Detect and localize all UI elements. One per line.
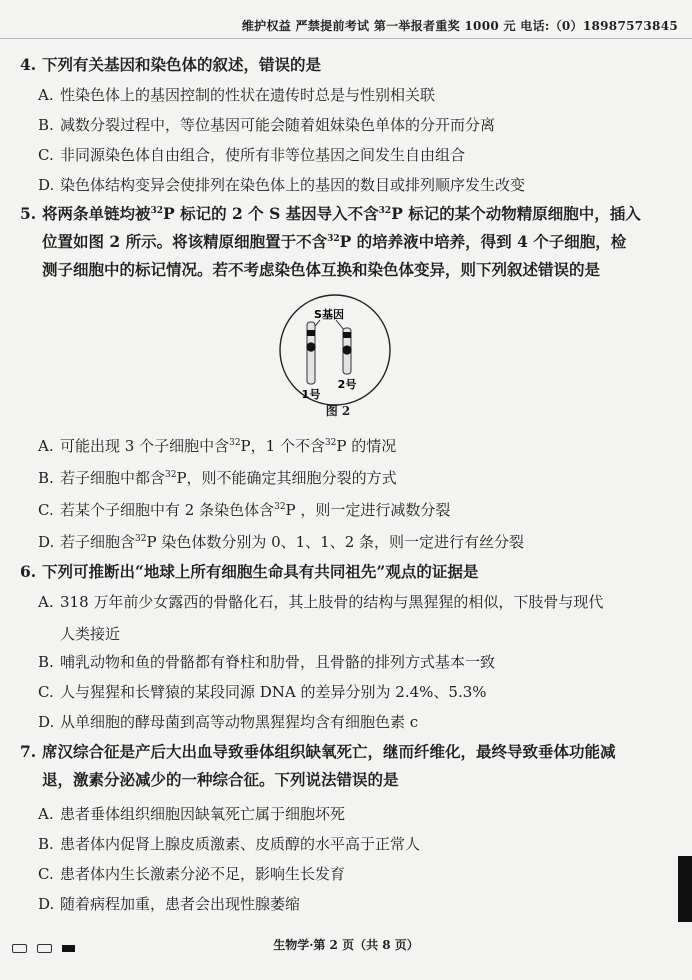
superscript: 32 [150, 206, 164, 216]
question-5-option-c [38, 496, 658, 524]
option-text: 哺乳动物和鱼的骨骼都有脊柱和肋骨，且骨骼的排列方式基本一致 [60, 653, 496, 671]
superscript: 32 [274, 502, 286, 512]
question-6-option-d [38, 708, 658, 736]
exam-header: 维护权益 严禁提前考试 第一举报者重奖 1000 元 电话:（0）18987573845 [241, 19, 678, 33]
centromere-1 [306, 342, 315, 351]
option-text: 人与猩猩和长臂猿的某段同源 DNA 的差异分别为 2.4%、5.3% [60, 683, 487, 701]
option-letter: D. [38, 713, 55, 731]
option-letter: D. [38, 895, 55, 913]
option-line-2 [38, 620, 658, 648]
option-letter: C. [38, 865, 54, 883]
chromosome-1-label: 1号 [301, 388, 321, 401]
option-letter: C. [38, 146, 54, 164]
option-text: 减数分裂过程中，等位基因可能会随着姐妹染色单体的分开而分离 [60, 116, 496, 134]
question-5-option-a [38, 432, 658, 460]
option-text: 染色体结构变异会使排列在染色体上的基因的数目或排列顺序发生改变 [60, 176, 526, 194]
question-5-stem [20, 200, 640, 284]
option-line-1 [38, 588, 658, 616]
question-number: 5. [20, 204, 37, 223]
question-5-option-b [38, 464, 658, 492]
option-text: 非同源染色体自由组合，使所有非等位基因之间发生自由组合 [60, 146, 466, 164]
question-6-stem [20, 558, 640, 586]
stem-text: 席汉综合征是产后大出血导致垂体组织缺氧死亡，继而纤维化，最终导致垂体功能减 [42, 742, 616, 761]
question-4-option-c [38, 141, 658, 169]
superscript: 32 [229, 438, 241, 448]
option-text: 患者体内生长激素分泌不足，影响生长发育 [60, 865, 346, 883]
option-letter: A. [38, 437, 54, 455]
question-4-option-a [38, 81, 658, 109]
edge-tab-mark [678, 856, 692, 922]
stem-text: 退，激素分泌减少的一种综合征。下列说法错误的是 [42, 770, 399, 789]
question-6-option-b [38, 648, 658, 676]
gene-pointer-2 [336, 320, 344, 330]
header-rule [0, 38, 692, 39]
option-letter: C. [38, 501, 54, 519]
figure-caption: 图 2 [325, 404, 351, 418]
question-stem-text: 下列有关基因和染色体的叙述，错误的是 [42, 55, 322, 74]
stem-text: 测子细胞中的标记情况。若不考虑染色体互换和染色体变异，则下列叙述错误的是 [42, 260, 601, 279]
stem-text: P 标记的 2 个 S 基因导入不含 [163, 204, 379, 223]
option-letter: A. [38, 593, 54, 611]
option-text: 人类接近 [60, 625, 121, 643]
question-number: 4. [20, 55, 37, 74]
stem-text: P 标记的某个动物精原细胞中，插入 [391, 204, 641, 223]
chromosome-2-label: 2号 [337, 378, 357, 391]
s-gene-band-1 [307, 330, 315, 336]
option-text: 318 万年前少女露西的骨骼化石，其上肢骨的结构与黑猩猩的相似，下肢骨与现代 [60, 593, 604, 611]
option-letter: B. [38, 116, 54, 134]
question-4-option-d [38, 171, 658, 199]
question-5-stem-line-2 [20, 228, 640, 256]
option-text: 患者体内促肾上腺皮质激素、皮质醇的水平高于正常人 [60, 835, 421, 853]
option-letter: A. [38, 805, 54, 823]
question-stem-text: 下列可推断出“地球上所有细胞生命具有共同祖先”观点的证据是 [42, 562, 479, 581]
question-7-stem-line-1 [20, 738, 640, 766]
question-6-option-a [38, 588, 658, 648]
question-number: 6. [20, 562, 37, 581]
option-text: P 的情况 [336, 437, 397, 455]
option-text: P，则不能确定其细胞分裂的方式 [176, 469, 397, 487]
question-4-stem [20, 51, 640, 79]
superscript: 32 [165, 470, 177, 480]
question-7-stem [20, 738, 640, 794]
option-letter: C. [38, 683, 54, 701]
option-letter: D. [38, 176, 55, 194]
option-text: 从单细胞的酵母菌到高等动物黑猩猩均含有细胞色素 c [60, 713, 419, 731]
option-letter: D. [38, 533, 55, 551]
question-7-option-b [38, 830, 658, 858]
question-5-option-d [38, 528, 658, 556]
option-text: 患者垂体组织细胞因缺氧死亡属于细胞坏死 [60, 805, 346, 823]
option-letter: B. [38, 653, 54, 671]
centromere-2 [342, 345, 351, 354]
question-4-option-b [38, 111, 658, 139]
superscript: 32 [135, 534, 147, 544]
option-text: 随着病程加重，患者会出现性腺萎缩 [60, 895, 301, 913]
superscript: 32 [378, 206, 392, 216]
option-text: 性染色体上的基因控制的性状在遗传时总是与性别相关联 [60, 86, 436, 104]
option-letter: B. [38, 835, 54, 853]
option-text: P 染色体数分别为 0、1、1、2 条，则一定进行有丝分裂 [146, 533, 525, 551]
question-7-stem-line-2 [20, 766, 640, 794]
option-text: 若某个子细胞中有 2 条染色体含 [60, 501, 275, 519]
option-text: 若子细胞含 [60, 533, 136, 551]
option-text: 可能出现 3 个子细胞中含 [60, 437, 230, 455]
question-6-option-c [38, 678, 658, 706]
question-5-stem-line-1 [20, 200, 640, 228]
superscript: 32 [324, 438, 337, 448]
figure-2-cell-diagram [272, 292, 398, 418]
option-letter: B. [38, 469, 54, 487]
option-text: 若子细胞中都含 [60, 469, 166, 487]
s-gene-band-2 [343, 332, 351, 338]
s-gene-label: S基因 [314, 308, 344, 321]
question-5-stem-line-3 [20, 256, 640, 284]
question-7-option-a [38, 800, 658, 828]
stem-text: 位置如图 2 所示。将该精原细胞置于不含 [42, 232, 328, 251]
superscript: 32 [327, 234, 340, 244]
option-text: P，1 个不含 [240, 437, 325, 455]
question-number: 7. [20, 742, 37, 761]
stem-text: P 的培养液中培养，得到 4 个子细胞，检 [339, 232, 627, 251]
stem-text: 将两条单链均被 [42, 204, 151, 223]
question-7-option-c [38, 860, 658, 888]
option-text: P ，则一定进行减数分裂 [285, 501, 451, 519]
option-letter: A. [38, 86, 54, 104]
page-footer: 生物学·第 2 页（共 8 页） [273, 938, 419, 952]
question-7-option-d [38, 890, 658, 918]
